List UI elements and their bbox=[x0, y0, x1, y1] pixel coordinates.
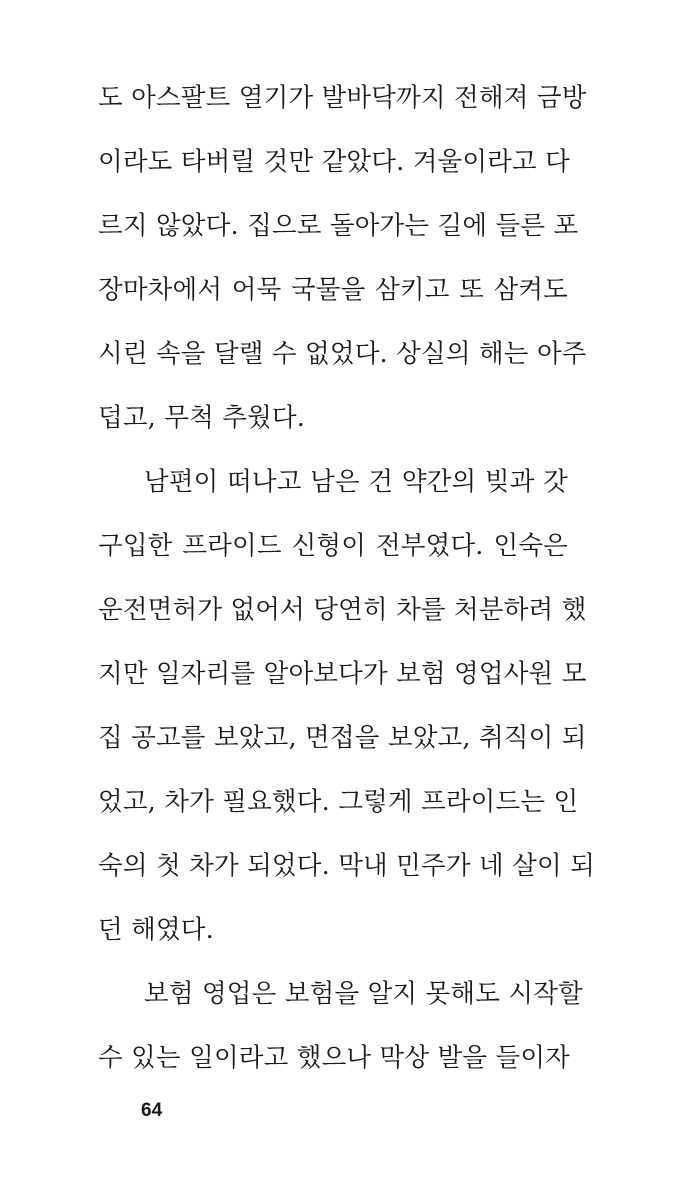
text-line: 르지 않았다. 집으로 돌아가는 길에 들른 포 bbox=[98, 211, 579, 241]
text-line: 덥고, 무척 추웠다. bbox=[98, 403, 306, 433]
text-line: 시린 속을 달랠 수 없었다. 상실의 해는 아주 bbox=[98, 339, 587, 369]
text-line: 지만 일자리를 알아보다가 보험 영업사원 모 bbox=[98, 659, 587, 689]
text-line: 도 아스팔트 열기가 발바닥까지 전해져 금방 bbox=[98, 83, 587, 113]
paragraph-first-line: 보험 영업은 보험을 알지 못해도 시작할 bbox=[144, 979, 583, 1009]
text-line: 집 공고를 보았고, 면접을 보았고, 취직이 되 bbox=[98, 723, 587, 753]
text-line: 수 있는 일이라고 했으나 막상 발을 들이자 bbox=[98, 1043, 570, 1073]
page-number: 64 bbox=[141, 1100, 163, 1121]
body-text bbox=[98, 66, 595, 1090]
text-line: 숙의 첫 차가 되었다. 막내 민주가 네 살이 되 bbox=[98, 851, 595, 881]
paragraph-first-line: 남편이 떠나고 남은 건 약간의 빚과 갓 bbox=[144, 467, 568, 497]
text-line: 장마차에서 어묵 국물을 삼키고 또 삼켜도 bbox=[98, 275, 568, 305]
text-line: 이라도 타버릴 것만 같았다. 겨울이라고 다 bbox=[98, 147, 570, 177]
text-line: 구입한 프라이드 신형이 전부였다. 인숙은 bbox=[98, 531, 568, 561]
text-line: 었고, 차가 필요했다. 그렇게 프라이드는 인 bbox=[98, 787, 579, 817]
text-line: 던 해였다. bbox=[98, 915, 214, 945]
text-line: 운전면허가 없어서 당연히 차를 처분하려 했 bbox=[98, 595, 587, 625]
